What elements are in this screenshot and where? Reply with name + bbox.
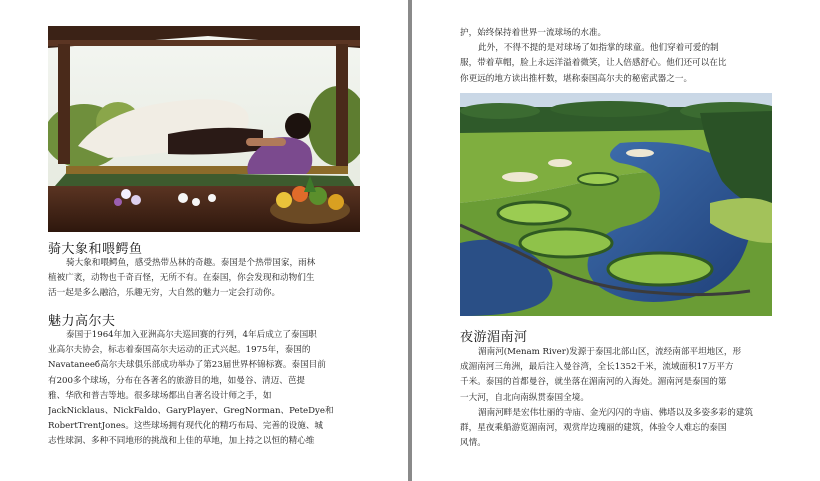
spa-massage-photo: [48, 26, 360, 232]
paragraph-caddies: [460, 26, 772, 87]
text-line: 湄南河(Menam River)发源于泰国北部山区，流经南部平坦地区，形: [478, 347, 742, 357]
section-heading-menam: 夜游湄南河: [460, 330, 528, 345]
text-line: RobertTrentJones。这些球场拥有现代化的精巧布局、完善的设施、城: [48, 421, 324, 432]
text-line: 业高尔夫协会，标志着泰国高尔夫运动的正式兴起。1975年，泰国的: [48, 345, 311, 356]
text-line: 服，带着草帽，脸上永远洋溢着微笑，让人倍感舒心。他们还可以在比: [460, 58, 727, 69]
text-line: 你更远的地方读出推杆数，堪称泰国高尔夫的秘密武器之一。: [460, 73, 693, 84]
paragraph-golf: [48, 328, 360, 450]
golf-course-photo: [460, 93, 772, 316]
text-line: 千米。泰国的首都曼谷，就坐落在湄南河的入海处。湄南河是泰国的第: [460, 377, 727, 388]
paragraph-menam: [460, 345, 772, 451]
text-line: 植被广袤，动物也千奇百怪，无所不有。在泰国，你会发现和动物们生: [48, 273, 315, 284]
text-line: 志性球洞、多种不同地形的挑战和上佳的草地，加上持之以恒的精心维: [48, 436, 315, 447]
section-heading-elephant: 骑大象和喂鳄鱼: [48, 242, 143, 257]
text-line: 泰国于1964年加入亚洲高尔夫巡回赛的行列，4年后成立了泰国职: [66, 330, 317, 340]
text-line: 风情。: [460, 438, 486, 449]
paragraph-elephant: [48, 256, 360, 302]
text-line: 群，星夜乘船游览湄南河，观赏岸边瑰丽的建筑，体验令人难忘的泰国: [460, 423, 727, 434]
text-line: 骑大象和喂鳄鱼，感受热带丛林的奇趣。泰国是个热带国家，雨林: [66, 258, 316, 268]
text-line: 雅、华欣和普吉等地。很多球场都出自著名设计师之手，如: [48, 390, 272, 401]
text-line: 此外，不得不提的是对球场了如指掌的球童。他们穿着可爱的制: [478, 43, 719, 54]
section-heading-golf: 魅力高尔夫: [48, 314, 116, 329]
text-line: 成湄南河三角洲，最后注入曼谷湾，全长1352千米，流域面积17万平方: [460, 362, 734, 373]
text-line: Navataneeб高尔夫球俱乐部成功举办了第23届世界杯锦标赛。泰国目前: [48, 360, 326, 371]
text-line: 活一起是多么融洽，乐趣无穷，大自然的魅力一定会打动你。: [48, 288, 281, 299]
text-line: 一大河，自北向南纵贯泰国全境。: [460, 392, 589, 403]
text-line: 湄南河畔是宏伟壮丽的寺庙、金光闪闪的寺庙、佛塔以及多姿多彩的建筑: [478, 407, 754, 418]
text-line: JackNicklaus、NickFaldo、GaryPlayer、GregNorman、PeteDye和: [48, 406, 334, 417]
text-line: 有200多个球场，分布在各著名的旅游目的地，如曼谷、清迈、芭提: [48, 375, 306, 386]
text-line: 护，始终保持着世界一流球场的水准。: [460, 28, 607, 38]
